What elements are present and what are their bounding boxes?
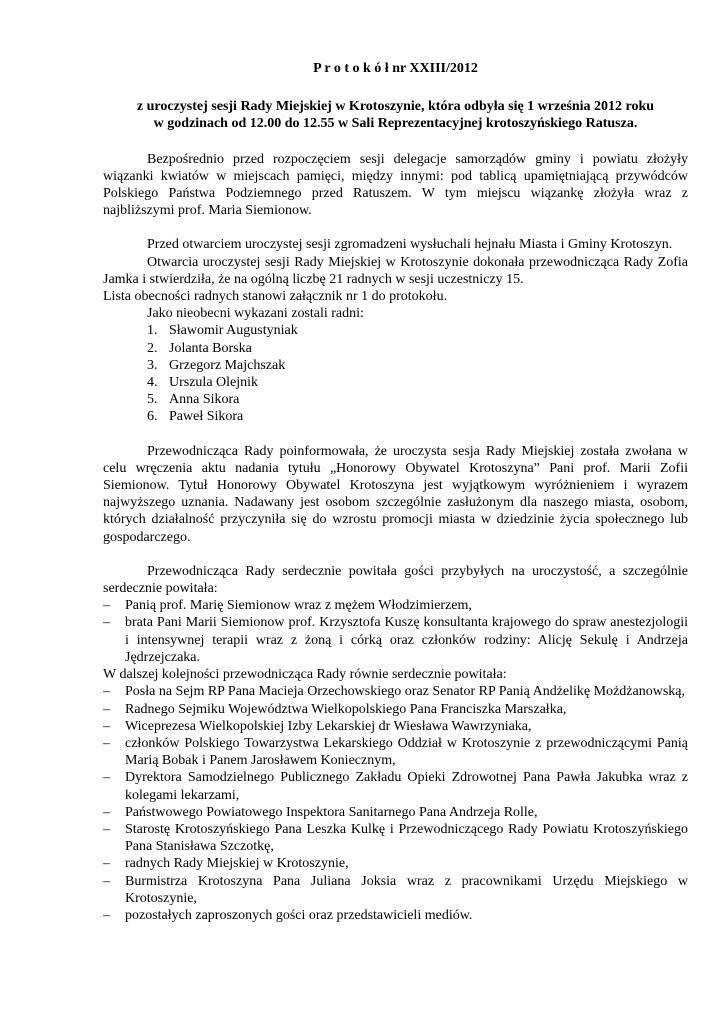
paragraph-greetings: Przewodnicząca Rady serdecznie powitała gości przybyłych na uroczystość, a szczególnie serdecznie powitała: <box>103 563 688 597</box>
list-item: – Radnego Sejmiku Województwa Wielkopolskiego Pana Franciszka Marszałka, <box>103 701 567 717</box>
subtitle-line-1: z uroczystej sesji Rady Miejskiej w Krotoszynie, która odbyła się 1 września 2012 roku <box>136 99 655 115</box>
protocol-title: P r o t o k ó ł nr XXIII/2012 <box>313 61 478 76</box>
absent-intro: Jako nieobecni wykazani zostali radni: <box>147 306 364 322</box>
list-item: – Wiceprezesa Wielkopolskiej Izby Lekarskiej dr Wiesława Wawrzyniaka, <box>103 718 532 734</box>
subtitle-line-2: w godzinach od 12.00 do 12.55 w Sali Reprezentacyjnej krotoszyńskiego Ratusza. <box>153 116 638 132</box>
paragraph-attendance-list: Lista obecności radnych stanowi załącznik nr 1 do protokołu. <box>103 289 448 305</box>
paragraph-bugle-call: Przed otwarciem uroczystej sesji zgromadzeni wysłuchali hejnału Miasta i Gminy Krotoszyn. <box>147 237 673 253</box>
document-page <box>103 60 688 924</box>
list-item: 5. Anna Sikora <box>147 392 240 408</box>
list-item: – Panią prof. Marię Siemionow wraz z mężem Włodzimierzem, <box>103 598 472 614</box>
list-item: – Dyrektora Samodzielnego Publicznego Zakładu Opieki Zdrowotnej Pana Pawła Jakubka wraz z kolegami lekarzami, <box>103 770 688 803</box>
list-item: 2. Jolanta Borska <box>147 340 252 356</box>
guests-list-primary <box>103 597 688 666</box>
list-item: – Posła na Sejm RP Pana Macieja Orzechowskiego oraz Senator RP Panią Andżelikę Możdżanowską, <box>103 684 685 700</box>
list-item: 6. Paweł Sikora <box>147 409 244 425</box>
list-item: – Starostę Krotoszyńskiego Pana Leszka Kulkę i Przewodniczącego Rady Powiatu Krotoszyńskiego Pana Stanisława Szczotkę, <box>103 821 688 855</box>
paragraph-further-greetings: W dalszej kolejności przewodnicząca Rady równie serdecznie powitała: <box>103 667 507 683</box>
guests-list-secondary <box>103 683 688 924</box>
list-item: – pozostałych zaproszonych gości oraz przedstawicieli mediów. <box>103 907 473 923</box>
list-item: 1. Sławomir Augustyniak <box>147 323 298 339</box>
list-item: – członków Polskiego Towarzystwa Lekarskiego Oddział w Krotoszynie z przewodniczącymi Panią Marią Bobak i Panem Jarosławem Koniecznym, <box>103 735 688 769</box>
list-item: – brata Pani Marii Siemionow prof. Krzysztofa Kuszę konsultanta krajowego do spraw anestezjologii i intensywnej terapii wraz z żoną i córką oraz członków rodziny: Alicję Sekulę i Andrzeja Jędrzejczaka. <box>103 615 688 665</box>
list-item: – Państwowego Powiatowego Inspektora Sanitarnego Pana Andrzeja Rolle, <box>103 804 538 820</box>
list-item: – radnych Rady Miejskiej w Krotoszynie, <box>103 856 349 872</box>
paragraph-honorary-citizen: Przewodnicząca Rady poinformowała, że uroczysta sesja Rady Miejskiej została zwołana w celu wręczenia aktu nadania tytułu „Honorowy Obywatel Krotoszyna” Pani prof. Marii Zofii Siemionow. Tytuł Honorowy Obywatel Krotoszyna jest wyjątkowym wyróżnieniem i wyrazem najwyższego uznania. Nadawany jest osobom szczególnie zasłużonym dla naszego miasta, osobom, których działalność przyczyniła się do wzrostu promocji miasta w dziedzinie życia społecznego lub gospodarczego. <box>103 443 688 545</box>
list-item: – Burmistrza Krotoszyna Pana Juliana Joksia wraz z pracownikami Urzędu Miejskiego w Krotoszynie, <box>103 873 688 906</box>
list-item: 4. Urszula Olejnik <box>147 375 259 391</box>
paragraph-wreaths: Bezpośrednio przed rozpoczęciem sesji delegacje samorządów gminy i powiatu złożyły wiązanki kwiatów w miejscach pamięci, między innymi: pod tablicą upamiętniającą przywódców Polskiego Państwa Podziemnego przed Ratuszem. W tym miejscu wiązankę złożyła wraz z najbliższymi prof. Maria Siemionow. <box>103 151 688 219</box>
absent-councillors-list <box>103 322 688 425</box>
paragraph-opening: Otwarcia uroczystej sesji Rady Miejskiej w Krotoszynie dokonała przewodnicząca Rady Zofia Jamka i stwierdziła, że na ogólną liczbę 21 radnych w sesji uczestniczy 15. <box>103 254 688 287</box>
list-item: 3. Grzegorz Majchszak <box>147 357 286 373</box>
protocol-subtitle <box>103 98 688 132</box>
